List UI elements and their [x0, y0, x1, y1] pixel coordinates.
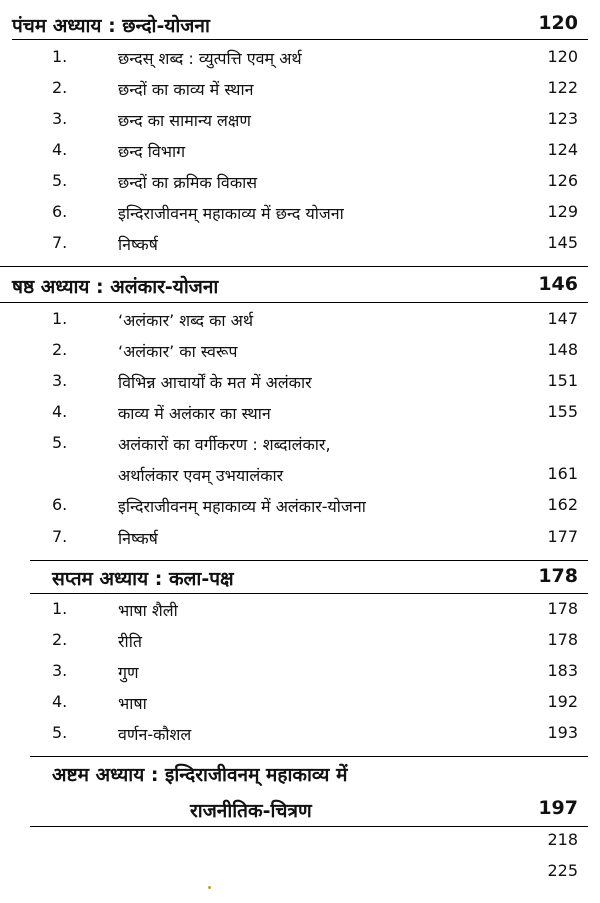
item-number: 5. — [52, 433, 68, 452]
item-number: 3. — [52, 661, 68, 680]
toc-item-continued[interactable] — [0, 464, 600, 494]
toc-item[interactable] — [0, 140, 600, 170]
chapter-page: 120 — [538, 12, 578, 34]
toc-item[interactable] — [0, 371, 600, 401]
item-number: 7. — [52, 527, 68, 546]
item-title: काव्य में अलंकार का स्थान — [118, 404, 271, 423]
item-title: छन्द विभाग — [118, 142, 186, 161]
item-number: 2. — [52, 340, 68, 359]
item-page: 147 — [547, 309, 578, 328]
item-number: 5. — [52, 723, 68, 742]
toc-item[interactable] — [0, 233, 600, 263]
item-page: 155 — [547, 402, 578, 421]
toc-item[interactable] — [0, 599, 600, 629]
item-page: 178 — [547, 630, 578, 649]
item-page: 192 — [547, 692, 578, 711]
divider — [12, 39, 588, 40]
chapter-page: 146 — [538, 273, 578, 295]
item-title: वर्णन-कौशल — [118, 725, 192, 744]
item-title-line2: अर्थालंकार एवम् उभयालंकार — [118, 466, 284, 485]
item-number: 2. — [52, 78, 68, 97]
item-page: 178 — [547, 599, 578, 618]
toc-item[interactable] — [0, 630, 600, 660]
item-title: रीति — [118, 632, 142, 651]
item-number: 6. — [52, 495, 68, 514]
chapter-8-heading[interactable] — [0, 761, 600, 791]
item-number: 1. — [52, 599, 68, 618]
item-page: 124 — [547, 140, 578, 159]
divider — [30, 560, 588, 561]
chapter-page: 197 — [538, 797, 578, 819]
item-page: 177 — [547, 527, 578, 546]
chapter-title-line2: राजनीतिक-चित्रण — [190, 800, 312, 822]
toc-item[interactable] — [0, 692, 600, 722]
chapter-6-heading[interactable] — [0, 273, 600, 303]
item-title: ‘अलंकार’ शब्द का अर्थ — [118, 311, 254, 330]
item-number: 3. — [52, 371, 68, 390]
item-page: 161 — [547, 464, 578, 483]
item-title: छन्द का सामान्य लक्षण — [118, 111, 251, 130]
extra-entry[interactable] — [0, 830, 600, 860]
item-number: 2. — [52, 630, 68, 649]
toc-item[interactable] — [0, 433, 600, 463]
item-page: 129 — [547, 202, 578, 221]
item-title: इन्दिराजीवनम् महाकाव्य में अलंकार-योजना — [118, 497, 366, 516]
item-page: 123 — [547, 109, 578, 128]
item-number: 4. — [52, 140, 68, 159]
chapter-title: षष्ठ अध्याय : अलंकार-योजना — [12, 276, 219, 298]
item-title: गुण — [118, 663, 139, 682]
divider — [30, 756, 588, 757]
item-page: 145 — [547, 233, 578, 252]
item-page: 120 — [547, 47, 578, 66]
chapter-title: सप्तम अध्याय : कला-पक्ष — [52, 568, 234, 590]
chapter-title: पंचम अध्याय : छन्दो-योजना — [12, 15, 210, 37]
item-number: 4. — [52, 402, 68, 421]
toc-item[interactable] — [0, 47, 600, 77]
item-number: 7. — [52, 233, 68, 252]
toc-item[interactable] — [0, 495, 600, 525]
divider — [30, 826, 588, 827]
chapter-7-heading[interactable] — [0, 565, 600, 595]
item-title: निष्कर्ष — [118, 235, 158, 254]
extra-entry[interactable] — [0, 861, 600, 891]
item-title: भाषा — [118, 694, 147, 713]
ink-speck — [208, 886, 211, 889]
item-title: छन्दों का काव्य में स्थान — [118, 80, 254, 99]
toc-item[interactable] — [0, 527, 600, 557]
item-page: 148 — [547, 340, 578, 359]
item-page: 193 — [547, 723, 578, 742]
item-number: 1. — [52, 309, 68, 328]
toc-item[interactable] — [0, 402, 600, 432]
item-title: विभिन्न आचार्यों के मत में अलंकार — [118, 373, 312, 392]
item-title: छन्दों का क्रमिक विकास — [118, 173, 258, 192]
item-title: निष्कर्ष — [118, 529, 158, 548]
extra-page: 218 — [547, 830, 578, 849]
item-number: 4. — [52, 692, 68, 711]
item-page: 126 — [547, 171, 578, 190]
item-page: 151 — [547, 371, 578, 390]
item-title: छन्दस् शब्द : व्युत्पत्ति एवम् अर्थ — [118, 49, 302, 68]
toc-item[interactable] — [0, 723, 600, 753]
toc-item[interactable] — [0, 109, 600, 139]
toc-item[interactable] — [0, 202, 600, 232]
item-title: इन्दिराजीवनम् महाकाव्य में छन्द योजना — [118, 204, 344, 223]
item-number: 5. — [52, 171, 68, 190]
toc-item[interactable] — [0, 340, 600, 370]
toc-item[interactable] — [0, 171, 600, 201]
item-page: 122 — [547, 78, 578, 97]
item-number: 1. — [52, 47, 68, 66]
item-page: 162 — [547, 495, 578, 514]
chapter-5-heading[interactable] — [0, 12, 600, 42]
divider — [30, 593, 588, 594]
chapter-8-heading-continued[interactable] — [0, 797, 600, 827]
item-number: 6. — [52, 202, 68, 221]
chapter-title: अष्टम अध्याय : इन्दिराजीवनम् महाकाव्य में — [52, 764, 348, 786]
chapter-page: 178 — [538, 565, 578, 587]
item-title: ‘अलंकार’ का स्वरूप — [118, 342, 238, 361]
divider — [0, 302, 588, 303]
item-title: भाषा शैली — [118, 601, 178, 620]
toc-item[interactable] — [0, 661, 600, 691]
divider — [0, 266, 588, 267]
extra-page: 225 — [547, 861, 578, 880]
toc-item[interactable] — [0, 309, 600, 339]
toc-item[interactable] — [0, 78, 600, 108]
item-title: अलंकारों का वर्गीकरण : शब्दालंकार, — [118, 435, 331, 454]
item-number: 3. — [52, 109, 68, 128]
item-page: 183 — [547, 661, 578, 680]
